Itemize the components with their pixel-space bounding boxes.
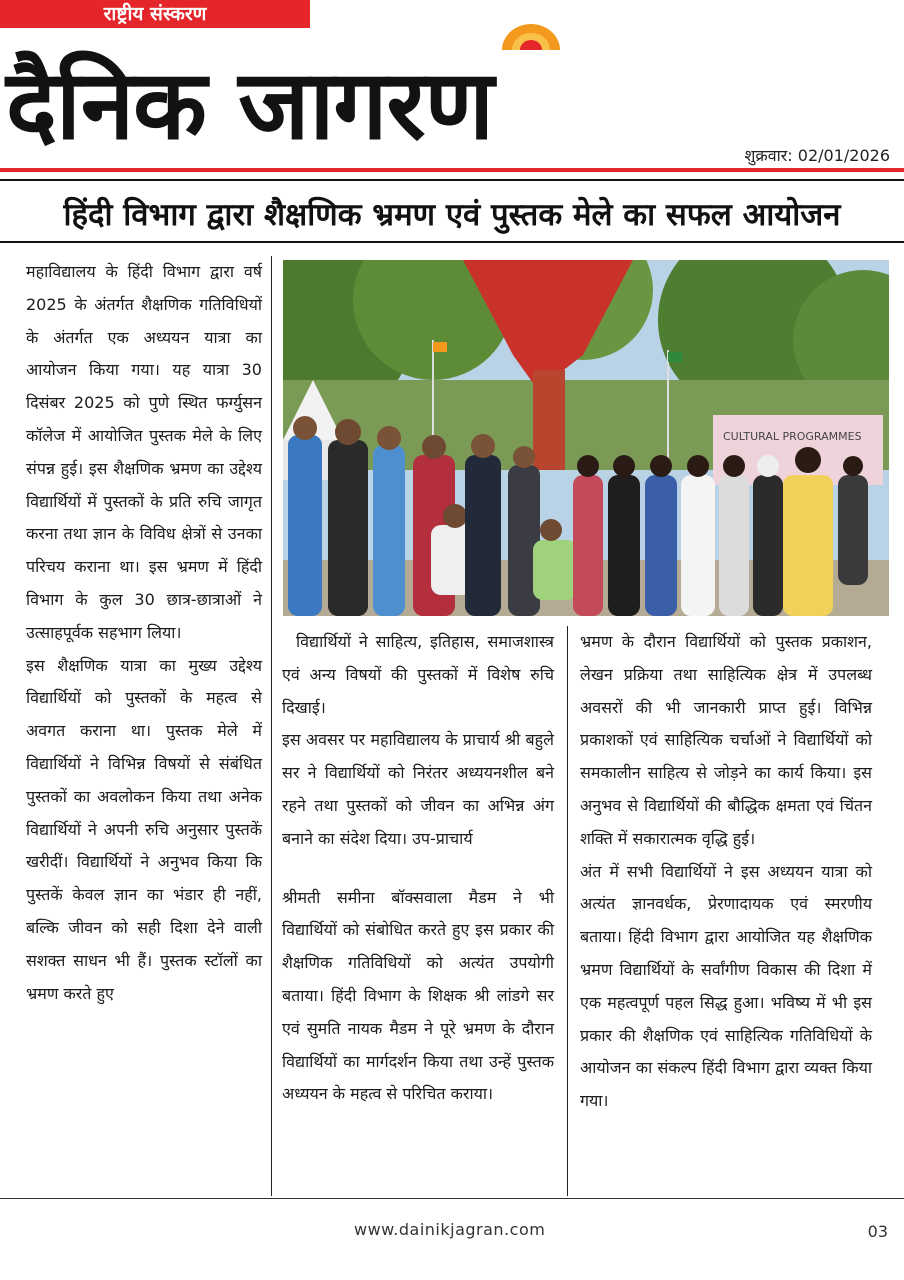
photo-illustration	[283, 260, 889, 616]
masthead-red-rule	[0, 168, 904, 172]
article-column-1	[26, 256, 262, 1010]
article-column-2	[282, 626, 554, 1111]
column-1-paragraph: इस शैक्षणिक यात्रा का मुख्य उद्देश्य विद्यार्थियों को पुस्तकों के महत्व से अवगत कराना था। पुस्तक मेले में विद्यार्थियों ने विभिन्न विषयों से संबंधित पुस्तकों का अवलोकन किया तथा अनेक विद्यार्थियों ने अपनी रुचि अनुसार पुस्तकें खरीदीं। विद्यार्थियों ने अनुभव किया कि पुस्तकें केवल ज्ञान का भंडार ही नहीं, बल्कि जीवन को सही दिशा देने वाली सशक्त साधन भी हैं। पुस्तक स्टॉलों का भ्रमण करते हुए	[26, 655, 262, 1003]
photo-banner-text: CULTURAL PROGRAMMES	[723, 430, 862, 443]
column-3-paragraph: अंत में सभी विद्यार्थियों ने इस अध्ययन यात्रा को अत्यंत ज्ञानवर्धक, प्रेरणादायक एवं स्मरणीय बताया। हिंदी विभाग द्वारा आयोजित यह शैक्षणिक भ्रमण विद्यार्थियों के सर्वांगीण विकास की दिशा में एक महत्वपूर्ण पहल सिद्ध हुआ। भविष्य में भी इस प्रकार की शैक्षणिक एवं साहित्यिक गतिविधियों के आयोजन का संकल्प हिंदी विभाग द्वारा व्यक्त किया गया।	[580, 861, 872, 1111]
column-divider	[567, 626, 568, 1196]
page-number: 03	[867, 1222, 888, 1241]
article-headline: हिंदी विभाग द्वारा शैक्षणिक भ्रमण एवं पुस्तक मेले का सफल आयोजन	[63, 197, 841, 233]
edition-label: राष्ट्रीय संस्करण	[0, 0, 310, 28]
column-divider	[271, 256, 272, 1196]
column-1-paragraph: महाविद्यालय के हिंदी विभाग द्वारा वर्ष 2025 के अंतर्गत शैक्षणिक गतिविधियों के अंतर्गत एक अध्ययन यात्रा का आयोजन किया गया। यह यात्रा 30 दिसंबर 2025 को पुणे स्थित फर्ग्युसन कॉलेज में आयोजित पुस्तक मेले के लिए संपन्न हुई। इस शैक्षणिक भ्रमण का उद्देश्य विद्यार्थियों में पुस्तकों के प्रति रुचि जागृत करना तथा ज्ञान के विविध क्षेत्रों से उनका परिचय कराना था। इस भ्रमण में हिंदी विभाग के कुल 30 छात्र-छात्राओं ने उत्साहपूर्वक सहभाग लिया।	[26, 262, 262, 642]
masthead-black-rule	[0, 179, 904, 181]
group-photo	[283, 260, 889, 616]
issue-date: शुक्रवार: 02/01/2026	[744, 146, 890, 165]
column-2-paragraph: विद्यार्थियों ने साहित्य, इतिहास, समाजशास्त्र एवं अन्य विषयों की पुस्तकों में विशेष रुचि दिखाई।	[282, 632, 554, 717]
sun-logo-icon	[500, 20, 562, 52]
website-url: www.dainikjagran.com	[354, 1220, 546, 1239]
footer-rule	[0, 1198, 904, 1199]
newspaper-masthead: दैनिक जागरण	[6, 49, 494, 161]
column-2-paragraph: श्रीमती समीना बॉक्सवाला मैडम ने भी विद्यार्थियों को संबोधित करते हुए इस प्रकार की शैक्षणिक गतिविधियों को अत्यंत उपयोगी बताया। हिंदी विभाग के शिक्षक श्री लांडगे सर एवं सुमति नायक मैडम ने पूरे भ्रमण के दौरान विद्यार्थियों का मार्गदर्शन किया तथा उन्हें पुस्तक अध्ययन के महत्व से परिचित कराया।	[282, 887, 554, 1104]
column-3-paragraph: भ्रमण के दौरान विद्यार्थियों को पुस्तक प्रकाशन, लेखन प्रक्रिया तथा साहित्यिक क्षेत्र में उपलब्ध अवसरों की भी जानकारी प्राप्त हुई। विभिन्न प्रकाशकों एवं साहित्यिक चर्चाओं ने विद्यार्थियों को समकालीन साहित्य से जोड़ने का कार्य किया। इस अनुभव से विद्यार्थियों की बौद्धिक क्षमता एवं चिंतन शक्ति में सकारात्मक वृद्धि हुई।	[580, 632, 872, 848]
article-column-3	[580, 626, 872, 1118]
column-2-paragraph: इस अवसर पर महाविद्यालय के प्राचार्य श्री बहुले सर ने विद्यार्थियों को निरंतर अध्ययनशील बने रहने तथा पुस्तकों को जीवन का अभिन्न अंग बनाने का संदेश दिया। उप-प्राचार्य	[282, 730, 554, 848]
headline-rule	[0, 241, 904, 243]
